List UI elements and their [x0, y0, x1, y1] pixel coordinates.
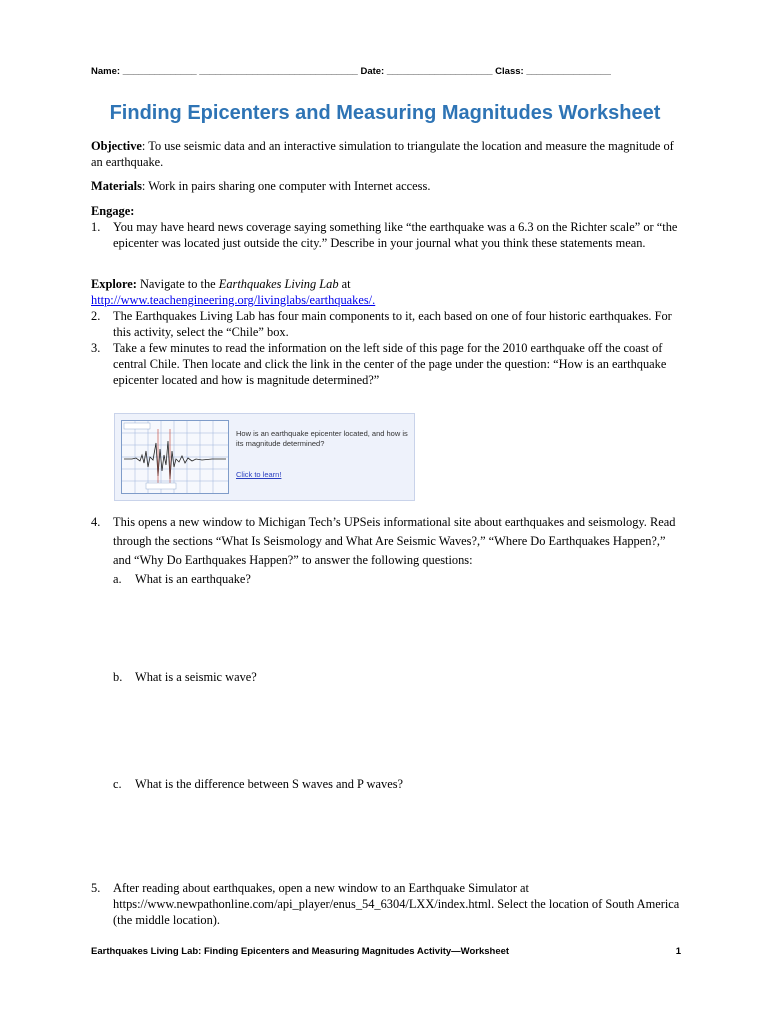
item-number: 5. [91, 881, 101, 895]
explore-at-text: at [338, 277, 351, 291]
date-label: Date: [360, 66, 385, 77]
sub-letter: b. [113, 670, 123, 684]
explore-label: Explore: [91, 277, 137, 291]
objective-text: : To use seismic data and an interactive simulation to triangulate the location and measure the magnitude of an earthquake. [91, 139, 674, 169]
sub-text: What is a seismic wave? [135, 670, 257, 684]
list-item [91, 340, 681, 388]
item-4-section [91, 513, 681, 589]
screenshot-question: How is an earthquake epicenter located, and how is its magnitude determined? [236, 429, 408, 448]
item-number: 2. [91, 309, 101, 323]
page-title: Finding Epicenters and Measuring Magnitudes Worksheet [109, 102, 661, 124]
student-info-header [91, 66, 681, 77]
sub-letter: c. [113, 777, 122, 791]
list-item [91, 219, 681, 251]
date-blank: ____________________ [386, 66, 493, 77]
living-lab-link[interactable]: http://www.teachengineering.org/livinglabs/earthquakes/. [91, 293, 376, 307]
objective-paragraph [91, 138, 681, 170]
list-item [91, 880, 681, 928]
page-footer [91, 946, 681, 957]
name-label: Name: [91, 66, 121, 77]
seismogram-graphic [122, 421, 228, 493]
item-number: 4. [91, 515, 101, 529]
engage-section [91, 203, 681, 251]
sub-question-row [91, 669, 681, 685]
item-text: After reading about earthquakes, open a new window to an Earthquake Simulator at https://www.newpathonline.com/api_player/enus_54_6304/LXX/index.html. Select the location of South America (the middle location). [113, 881, 680, 927]
materials-label: Materials [91, 179, 142, 193]
list-item [91, 513, 681, 570]
sub-question [91, 669, 681, 685]
item-number: 1. [91, 220, 101, 234]
item-5-section [91, 880, 681, 928]
sub-question [91, 570, 681, 589]
lab-name: Earthquakes Living Lab [218, 277, 339, 291]
explore-intro [91, 276, 681, 292]
objective-label: Objective [91, 139, 142, 153]
list-item [91, 308, 681, 340]
item-text: The Earthquakes Living Lab has four main components to it, each based on one of four historic earthquakes. For this activity, select the “Chile” box. [113, 309, 672, 339]
sub-question [91, 776, 681, 792]
explore-section [91, 276, 681, 388]
sub-text: What is an earthquake? [135, 572, 251, 586]
materials-text: : Work in pairs sharing one computer with Internet access. [141, 179, 431, 193]
page-number: 1 [675, 946, 681, 957]
epicenter-link-screenshot [114, 413, 415, 501]
item-text: This opens a new window to Michigan Tech’s UPSeis informational site about earthquakes and seismology. Read through the sections “What Is Seismology and What Are Seismic Waves?,” “Where Do Earthquakes Happen?,” and “Why Do Earthquakes Happen?” to answer the following questions: [113, 515, 676, 567]
name-blank: ______________ ______________________________ [122, 66, 358, 77]
sub-text: What is the difference between S waves and P waves? [135, 777, 404, 791]
materials-paragraph [91, 178, 681, 194]
class-label: Class: [495, 66, 524, 77]
item-number: 3. [91, 341, 101, 355]
item-text: You may have heard news coverage saying something like “the earthquake was a 6.3 on the Richter scale” or “the epicenter was located just outside the city.” Describe in your journal what you think these statements mean. [113, 220, 678, 250]
explore-intro-text: Navigate to the [136, 277, 219, 291]
seismogram-image [121, 420, 229, 494]
footer-text: Earthquakes Living Lab: Finding Epicenters and Measuring Magnitudes Activity—Worksheet [91, 946, 510, 957]
click-to-learn-link[interactable]: Click to learn! [236, 470, 282, 479]
engage-heading: Engage: [91, 204, 135, 218]
sub-question-row [91, 776, 681, 792]
class-blank: ________________ [526, 66, 611, 77]
sub-letter: a. [113, 572, 122, 586]
item-text: Take a few minutes to read the information on the left side of this page for the 2010 earthquake off the coast of central Chile. Then locate and click the link in the center of the page under the question: “How is an earthquake epicenter located and how is magnitude determined?” [113, 341, 667, 387]
